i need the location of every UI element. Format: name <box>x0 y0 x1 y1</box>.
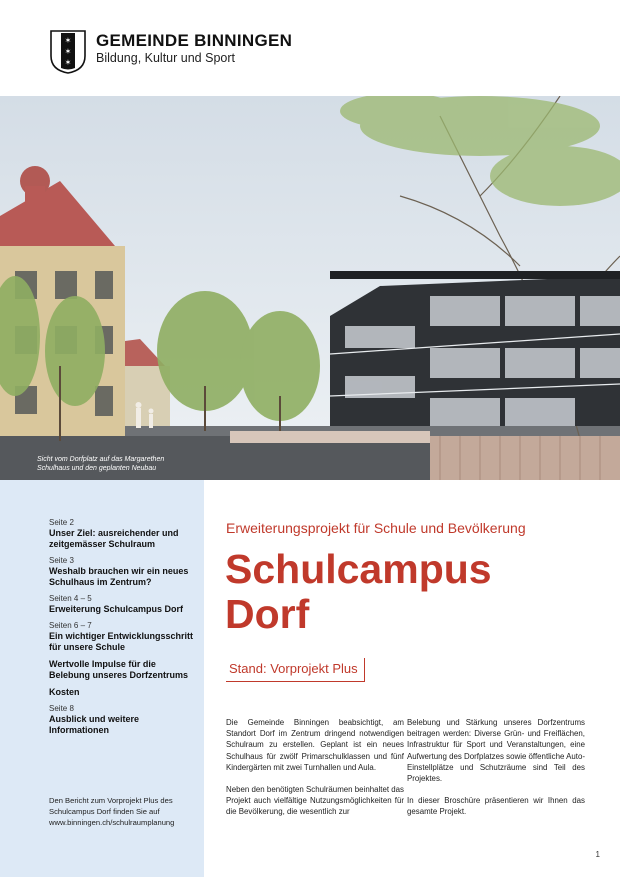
toc-title: Unser Ziel: ausreichender und zeitgemässer Schulraum <box>49 528 179 549</box>
svg-text:✶: ✶ <box>64 58 72 67</box>
header <box>0 0 620 96</box>
toc-page: Seiten 6 – 7 <box>49 621 92 630</box>
page-title: Schulcampus Dorf <box>225 546 492 637</box>
toc-page: Seite 3 <box>49 556 74 565</box>
toc-title: Wertvolle Impulse für die Belebung unseres Dorfzentrums <box>49 659 189 680</box>
table-of-contents <box>49 518 199 742</box>
hero-image <box>0 96 620 480</box>
toc-title: Ausblick und weitere Informationen <box>49 714 140 735</box>
toc-entry <box>49 704 199 736</box>
paragraph: In dieser Broschüre präsentieren wir Ihnen das gesamte Projekt. <box>407 796 585 817</box>
svg-text:✶: ✶ <box>64 36 72 45</box>
report-note: Den Bericht zum Vorprojekt Plus des Schulcampus Dorf finden Sie auf www.binningen.ch/schulraumplanung <box>49 796 175 827</box>
toc-page: Seite 2 <box>49 518 74 527</box>
page-number: 1 <box>595 850 600 859</box>
body-column-right <box>407 717 585 829</box>
image-caption: Sicht vom Dorfplatz auf das Margarethen Schulhaus und den geplanten Neubau <box>37 456 165 472</box>
toc-page: Seiten 4 – 5 <box>49 594 92 603</box>
toc-page: Seite 8 <box>49 704 74 713</box>
toc-entry <box>49 556 199 588</box>
toc-entry <box>49 687 199 698</box>
coat-of-arms-icon <box>50 30 86 74</box>
body-column-left <box>226 717 404 829</box>
paragraph: Neben den benötigten Schulräumen beinhaltet das Projekt auch vielfältige Nutzungsmöglichkeiten für die Bevölkerung, die wesentlich zur <box>226 785 404 817</box>
paragraph: Belebung und Stärkung unseres Dorfzentrums beitragen werden: Diverse Grün- und Freiflächen, Infrastruktur für Sport und Veranstaltungen, eine Aufwertung des Dorfplatzes sowie öffentliche Auto-Einstellplätze und Schutzräume sind Teil des Projektes. <box>407 718 585 784</box>
svg-text:✶: ✶ <box>64 47 72 56</box>
toc-title: Weshalb brauchen wir ein neues Schulhaus im Zentrum? <box>49 566 189 587</box>
toc-title: Kosten <box>49 687 80 697</box>
toc-entry <box>49 594 199 615</box>
paragraph: Die Gemeinde Binningen beabsichtigt, am Standort Dorf im Zentrum dringend notwendigen Schulraum zu erstellen. Geplant ist ein neues Schulhaus für zwölf Primarschulklassen und fünf Kindergärten mit zwei Turnhallen und Aula. <box>226 718 404 772</box>
kicker: Erweiterungsprojekt für Schule und Bevölkerung <box>226 520 526 536</box>
toc-title: Erweiterung Schulcampus Dorf <box>49 604 184 614</box>
toc-entry <box>49 518 199 550</box>
organization-name: GEMEINDE BINNINGEN <box>96 31 293 50</box>
toc-entry <box>49 659 199 681</box>
status-badge: Stand: Vorprojekt Plus <box>226 658 365 682</box>
toc-entry <box>49 621 199 653</box>
department-name: Bildung, Kultur und Sport <box>96 51 235 65</box>
toc-title: Ein wichtiger Entwicklungsschritt für unsere Schule <box>49 631 194 652</box>
